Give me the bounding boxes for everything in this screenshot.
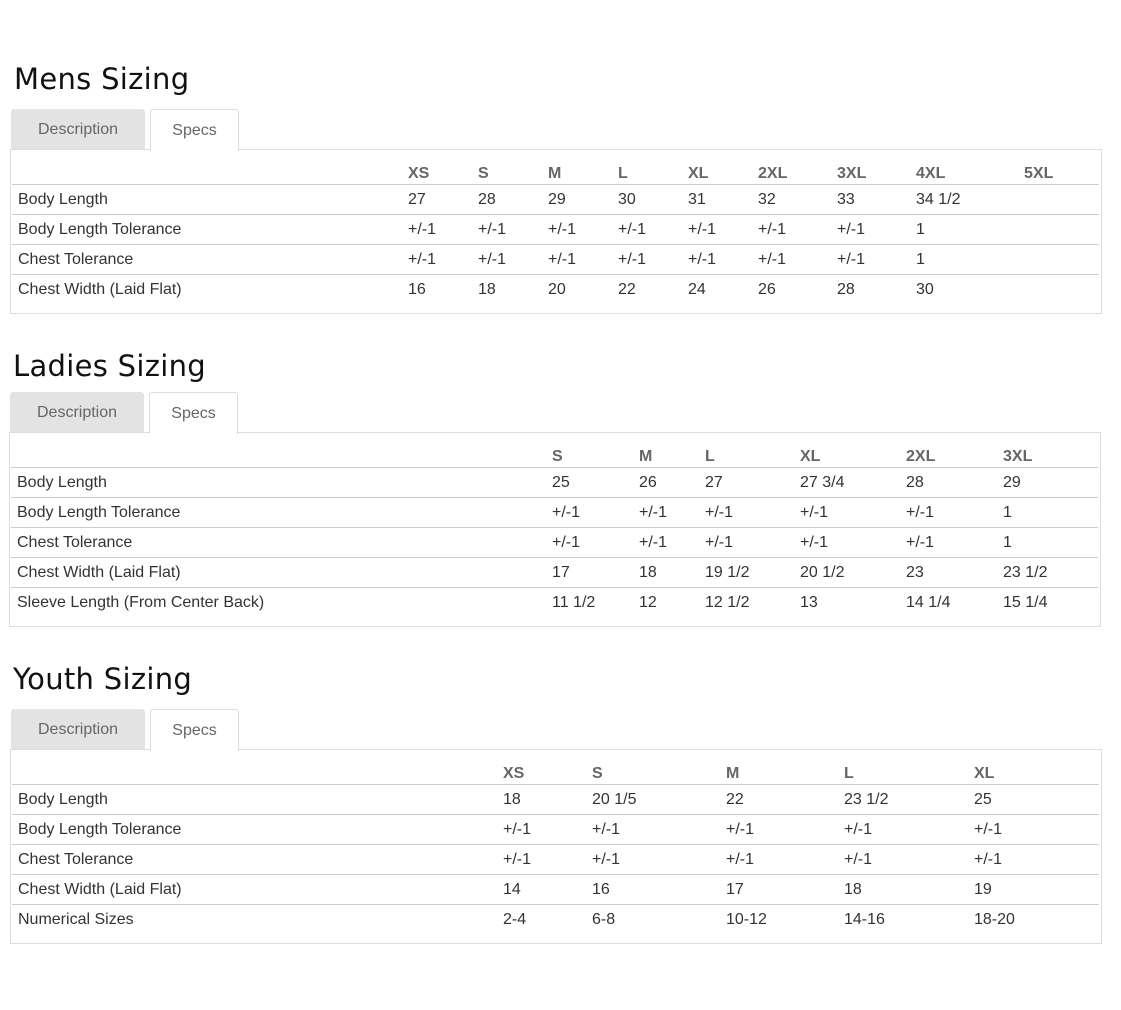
header-spacer <box>12 150 408 185</box>
measurement-value: +/-1 <box>705 528 800 558</box>
measurement-label: Body Length Tolerance <box>11 498 552 528</box>
table-row <box>11 558 1098 588</box>
measurement-value: 19 <box>974 875 1099 905</box>
size-header: 5XL <box>1024 150 1099 185</box>
measurement-value: 26 <box>639 468 705 498</box>
measurement-label: Chest Tolerance <box>12 845 503 875</box>
table-row <box>12 905 1099 935</box>
measurement-value: +/-1 <box>837 215 916 245</box>
measurement-value: +/-1 <box>618 215 688 245</box>
measurement-value <box>1024 245 1099 275</box>
measurement-value: +/-1 <box>639 528 705 558</box>
measurement-value: +/-1 <box>726 815 844 845</box>
measurement-value: 19 1/2 <box>705 558 800 588</box>
table-header-row <box>11 433 1098 468</box>
measurement-value: 23 1/2 <box>844 785 974 815</box>
table-row <box>12 185 1099 215</box>
measurement-value: 28 <box>906 468 1003 498</box>
measurement-value: 33 <box>837 185 916 215</box>
measurement-value: 18 <box>639 558 705 588</box>
measurement-label: Body Length <box>12 185 408 215</box>
size-table <box>12 150 1099 304</box>
table-row <box>12 245 1099 275</box>
measurement-value: +/-1 <box>800 498 906 528</box>
size-header: 3XL <box>837 150 916 185</box>
size-header: L <box>844 750 974 785</box>
measurement-value: +/-1 <box>408 215 478 245</box>
measurement-value: 16 <box>408 280 426 298</box>
size-header: XS <box>503 750 592 785</box>
measurement-value: 30 <box>916 280 934 298</box>
measurement-value: 25 <box>974 785 1099 815</box>
measurement-value: 14 <box>503 875 592 905</box>
measurement-value: +/-1 <box>552 528 639 558</box>
measurement-value: 27 <box>408 185 478 215</box>
measurement-value: 16 <box>592 875 726 905</box>
size-header: 3XL <box>1003 433 1098 468</box>
measurement-label: Chest Tolerance <box>12 245 408 275</box>
size-header: 2XL <box>906 433 1003 468</box>
size-table <box>12 750 1099 934</box>
measurement-value: +/-1 <box>688 215 758 245</box>
measurement-label: Numerical Sizes <box>18 910 134 928</box>
size-table <box>11 433 1098 617</box>
table-row <box>12 215 1099 245</box>
measurement-value: 20 <box>548 280 566 298</box>
measurement-value: 13 <box>800 593 818 611</box>
measurement-value: 12 1/2 <box>705 593 750 611</box>
measurement-value: 10-12 <box>726 910 767 928</box>
measurement-value: +/-1 <box>408 245 478 275</box>
measurement-value: +/-1 <box>800 528 906 558</box>
measurement-value: +/-1 <box>503 845 592 875</box>
table-row <box>11 528 1098 558</box>
tab-description[interactable]: Description <box>11 709 145 750</box>
section-title: Youth Sizing <box>13 662 193 696</box>
measurement-value: 22 <box>618 280 636 298</box>
measurement-value: 18 <box>503 785 592 815</box>
measurement-label: Chest Tolerance <box>11 528 552 558</box>
measurement-value: 17 <box>552 558 639 588</box>
size-header: XL <box>800 433 906 468</box>
measurement-value: 23 <box>906 558 1003 588</box>
measurement-value: 34 1/2 <box>916 185 1024 215</box>
measurement-value: 20 1/2 <box>800 558 906 588</box>
measurement-value: +/-1 <box>548 215 618 245</box>
size-header: M <box>639 433 705 468</box>
tab-specs[interactable]: Specs <box>149 392 238 434</box>
measurement-value <box>1024 215 1099 245</box>
measurement-value: +/-1 <box>974 815 1099 845</box>
measurement-value: +/-1 <box>906 528 1003 558</box>
measurement-value: 24 <box>688 280 706 298</box>
measurement-value: 25 <box>552 468 639 498</box>
table-header-row <box>12 150 1099 185</box>
measurement-value: 28 <box>837 280 855 298</box>
measurement-value: +/-1 <box>478 245 548 275</box>
measurement-value: +/-1 <box>906 498 1003 528</box>
measurement-value: 31 <box>688 185 758 215</box>
measurement-value: 2-4 <box>503 910 527 928</box>
measurement-value: 20 1/5 <box>592 785 726 815</box>
measurement-value: +/-1 <box>974 845 1099 875</box>
measurement-value: 17 <box>726 875 844 905</box>
measurement-value: +/-1 <box>844 845 974 875</box>
measurement-value: +/-1 <box>726 845 844 875</box>
measurement-value: 18 <box>478 280 496 298</box>
measurement-label: Chest Width (Laid Flat) <box>11 558 552 588</box>
measurement-value: +/-1 <box>639 498 705 528</box>
measurement-value: 32 <box>758 185 837 215</box>
size-header: L <box>618 150 688 185</box>
measurement-value: +/-1 <box>758 245 837 275</box>
measurement-value: 1 <box>1003 498 1098 528</box>
measurement-value: 23 1/2 <box>1003 558 1098 588</box>
section-title: Ladies Sizing <box>13 349 206 383</box>
table-header-row <box>12 750 1099 785</box>
measurement-value: +/-1 <box>552 498 639 528</box>
measurement-value: 22 <box>726 785 844 815</box>
section-title: Mens Sizing <box>14 62 190 96</box>
measurement-value: 29 <box>548 185 618 215</box>
measurement-value <box>1024 275 1099 305</box>
table-row <box>11 588 1098 618</box>
table-row <box>12 815 1099 845</box>
size-header: 4XL <box>916 150 1024 185</box>
measurement-label: Body Length Tolerance <box>12 815 503 845</box>
measurement-label: Sleeve Length (From Center Back) <box>17 593 265 611</box>
measurement-label: Chest Width (Laid Flat) <box>12 875 503 905</box>
measurement-label: Body Length Tolerance <box>12 215 408 245</box>
measurement-label: Chest Width (Laid Flat) <box>18 280 182 298</box>
table-row <box>11 498 1098 528</box>
measurement-value: +/-1 <box>592 845 726 875</box>
header-spacer <box>12 750 503 785</box>
measurement-value: +/-1 <box>548 245 618 275</box>
measurement-value: +/-1 <box>844 815 974 845</box>
measurement-value: 18 <box>844 875 974 905</box>
tab-specs[interactable]: Specs <box>150 109 239 151</box>
measurement-value: 30 <box>618 185 688 215</box>
measurement-value: +/-1 <box>837 245 916 275</box>
table-row <box>12 275 1099 305</box>
measurement-value: 27 3/4 <box>800 468 906 498</box>
measurement-value: 6-8 <box>592 910 616 928</box>
measurement-label: Body Length <box>12 785 503 815</box>
measurement-value: 28 <box>478 185 548 215</box>
measurement-value: +/-1 <box>705 498 800 528</box>
measurement-value: 1 <box>1003 528 1098 558</box>
measurement-value: +/-1 <box>503 815 592 845</box>
measurement-value: +/-1 <box>592 815 726 845</box>
size-header: XL <box>688 150 758 185</box>
measurement-value <box>1024 185 1099 215</box>
measurement-value: 1 <box>916 245 1024 275</box>
tab-description[interactable]: Description <box>10 392 144 433</box>
table-row <box>11 468 1098 498</box>
size-header: L <box>705 433 800 468</box>
size-header: S <box>478 150 548 185</box>
header-spacer <box>11 433 552 468</box>
measurement-value: 18-20 <box>974 910 1015 928</box>
measurement-label: Body Length <box>11 468 552 498</box>
size-header: M <box>726 750 844 785</box>
tab-description[interactable]: Description <box>11 109 145 150</box>
measurement-value: 27 <box>705 468 800 498</box>
measurement-value: +/-1 <box>618 245 688 275</box>
table-row <box>12 845 1099 875</box>
measurement-value: 14 1/4 <box>906 593 951 611</box>
measurement-value: +/-1 <box>688 245 758 275</box>
size-header: S <box>592 750 726 785</box>
measurement-value: 15 1/4 <box>1003 593 1048 611</box>
measurement-value: 26 <box>758 280 776 298</box>
size-header: M <box>548 150 618 185</box>
size-header: 2XL <box>758 150 837 185</box>
table-row <box>12 875 1099 905</box>
tab-specs[interactable]: Specs <box>150 709 239 751</box>
measurement-value: 11 1/2 <box>552 593 596 611</box>
measurement-value: +/-1 <box>758 215 837 245</box>
measurement-value: 14-16 <box>844 910 885 928</box>
table-row <box>12 785 1099 815</box>
measurement-value: 12 <box>639 593 657 611</box>
measurement-value: 29 <box>1003 468 1098 498</box>
measurement-value: +/-1 <box>478 215 548 245</box>
size-header: XS <box>408 150 478 185</box>
size-header: XL <box>974 750 1099 785</box>
measurement-value: 1 <box>916 215 1024 245</box>
size-header: S <box>552 433 639 468</box>
